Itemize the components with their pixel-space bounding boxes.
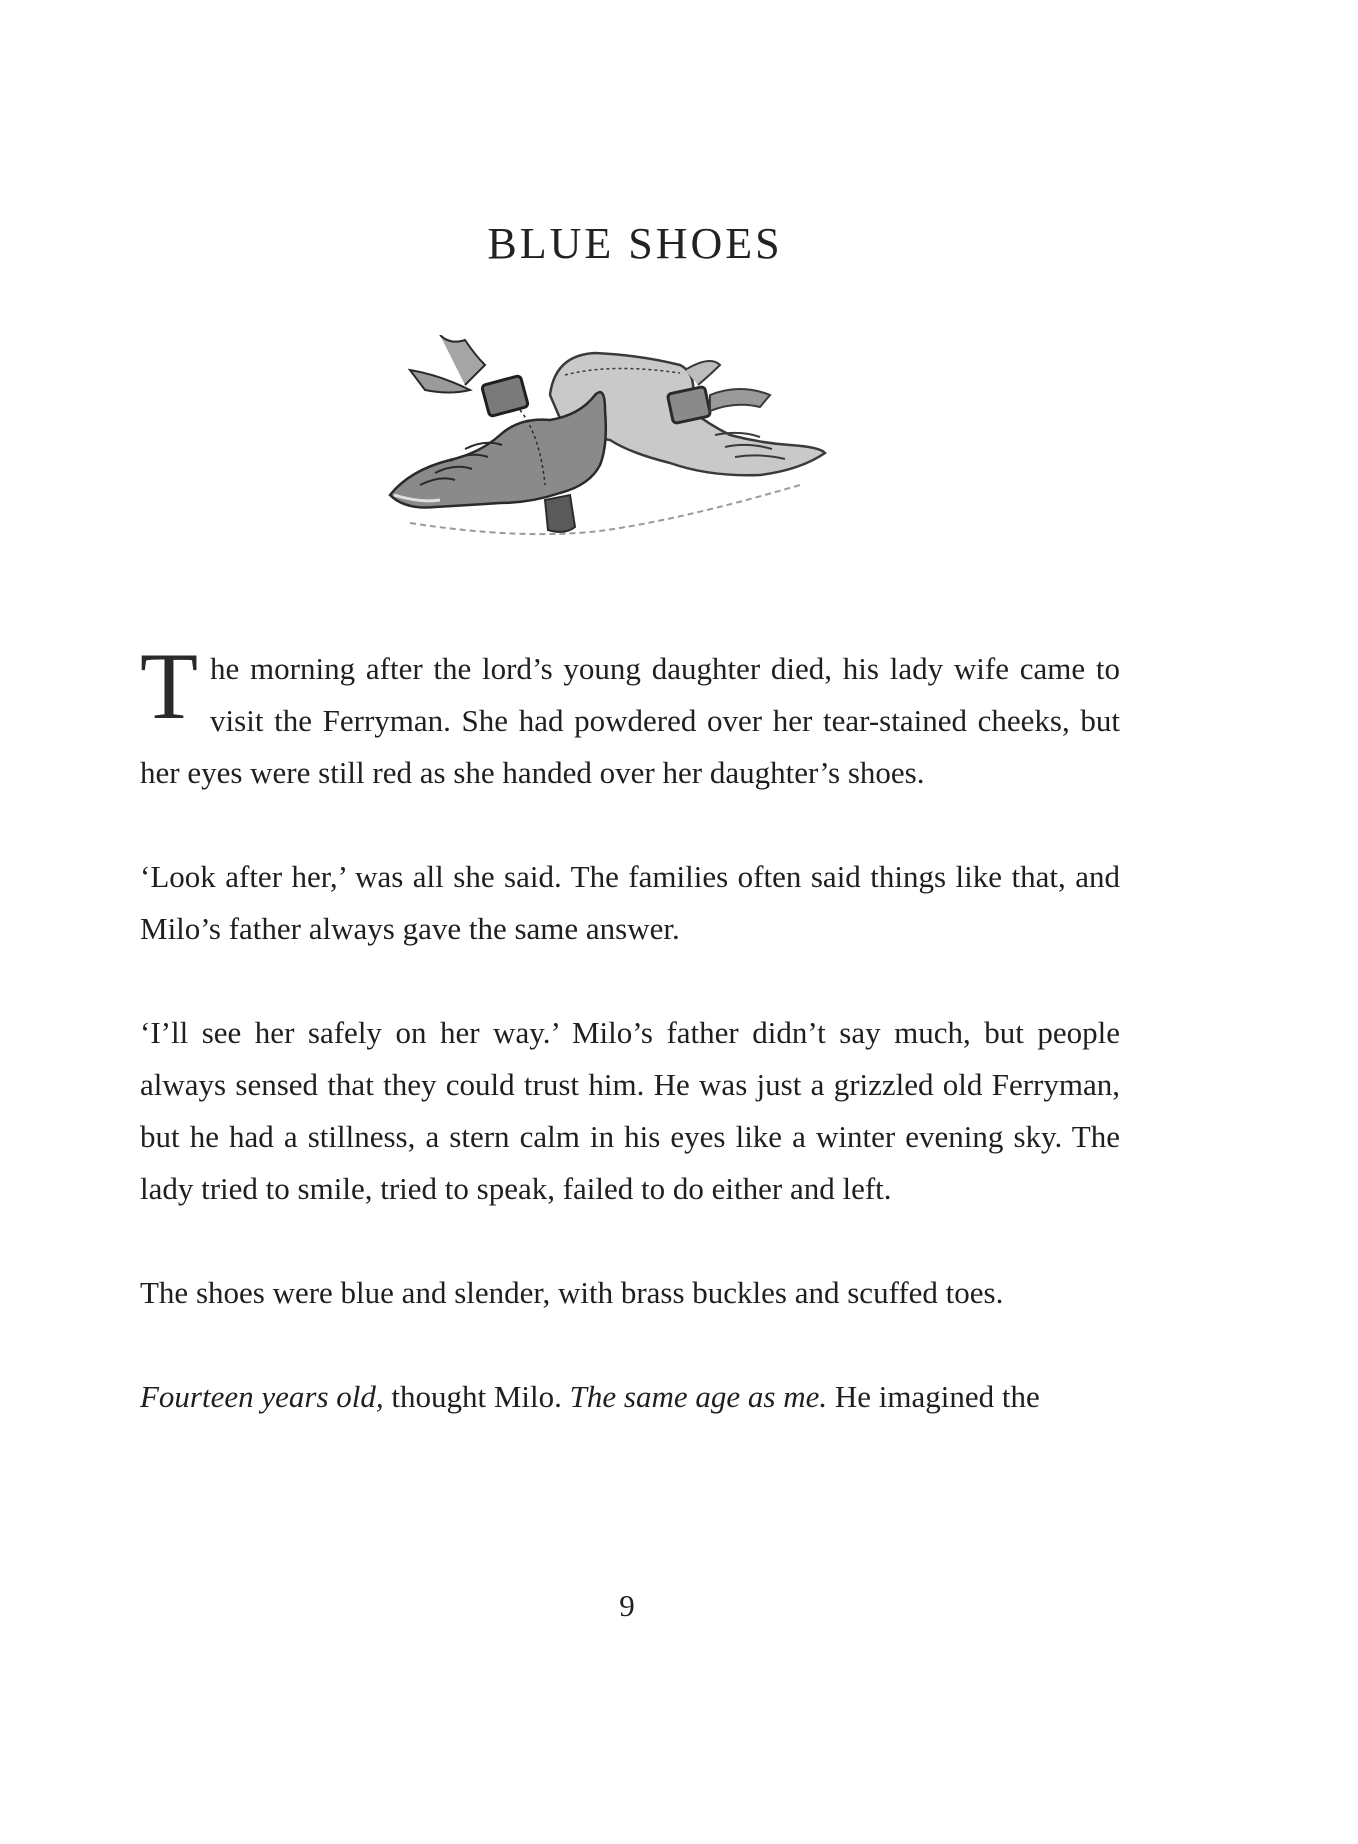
paragraph-1 [140, 633, 1120, 799]
paragraph-3: ‘I’ll see her safely on her way.’ Milo’s father didn’t say much, but people always sensed that they could trust him. He was just a grizzled old Ferryman, but he had a stillness, a stern calm in his eyes like a winter evening sky. The lady tried to smile, tried to speak, failed to do either and left. [140, 1015, 1120, 1206]
paragraph-4: The shoes were blue and slender, with brass buckles and scuffed toes. [140, 1275, 1004, 1310]
blue-shoes-illustration [380, 335, 880, 555]
paragraph-1-text: he morning after the lord’s young daughter died, his lady wife came to visit the Ferryman. She had powdered over her tear-stained cheeks, but her eyes were still red as she handed over her daughter’s shoes. [140, 651, 1120, 790]
paragraph-5-text-1: thought Milo. [383, 1379, 570, 1414]
paragraph-2: ‘Look after her,’ was all she said. The families often said things like that, and Milo’s father always gave the same answer. [140, 859, 1120, 946]
chapter-title: BLUE SHOES [487, 219, 783, 268]
drop-cap: T [140, 633, 199, 739]
chapter-body [140, 633, 1120, 1475]
page-number: 9 [619, 1588, 635, 1623]
paragraph-5-text-2: He imagined the [827, 1379, 1040, 1414]
paragraph-5 [140, 1371, 1120, 1423]
paragraph-5-italic-2: The same age as me. [569, 1379, 828, 1414]
paragraph-5-italic-1: Fourteen years old, [140, 1379, 384, 1414]
